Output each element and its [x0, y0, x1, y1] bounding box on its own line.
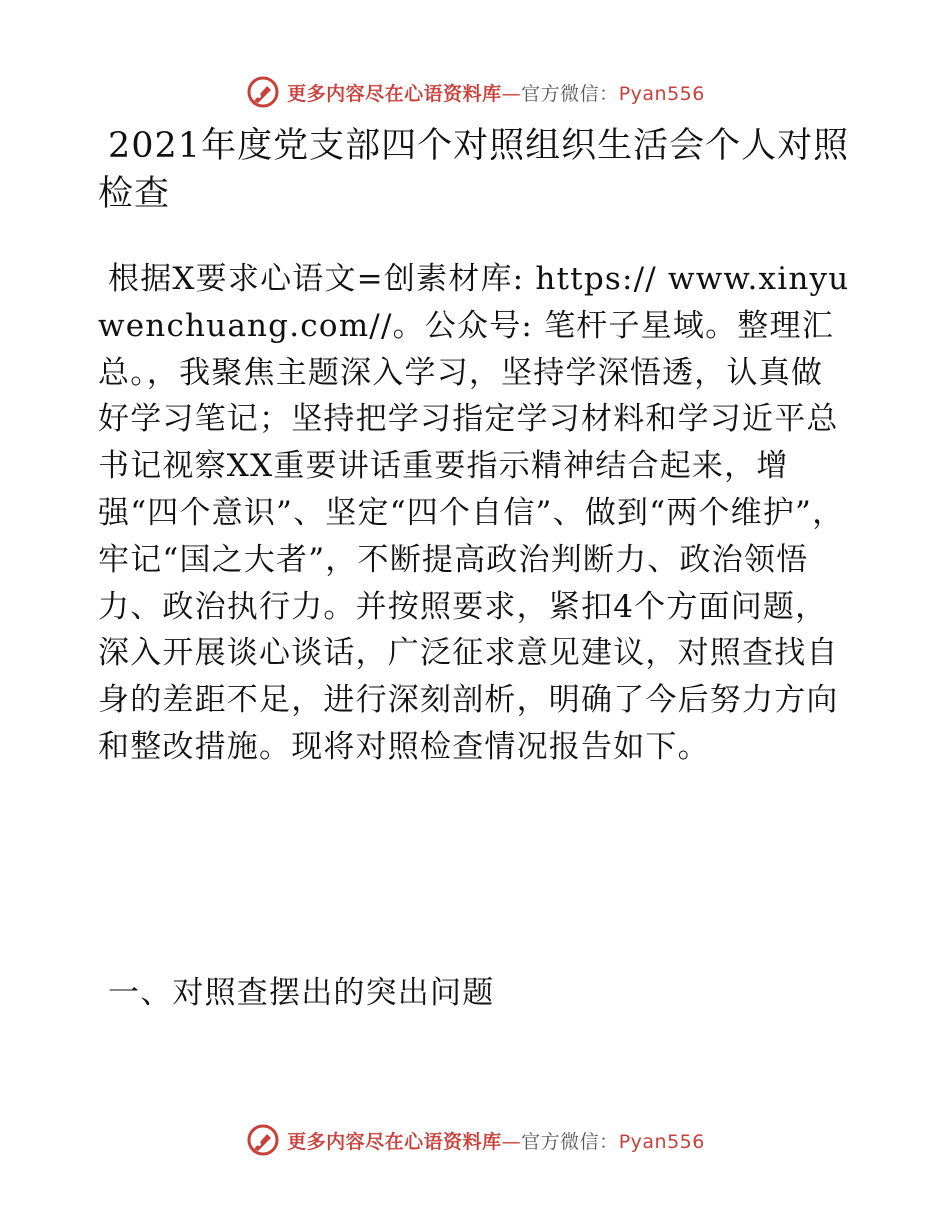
- header-banner: [0, 72, 950, 112]
- banner-wechat-label: 官方微信：: [521, 1130, 619, 1153]
- body-paragraph: 根据X要求心语文=创素材库: https:// www.xinyuwenchuang.com//。公众号: 笔杆子星域。整理汇总。，我聚焦主题深入学习，坚持学深悟透，认真做好学习笔记；坚持把学习指定学习材料和学习近平总书记视察XX重要讲话重要指示精神结合起来，增强“四个意识”、坚定“四个自信”、做到“两个维护”，牢记“国之大者”，不断提高政治判断力、政治领悟力、政治执行力。并按照要求，紧扣4个方面问题，深入开展谈心谈话，广泛征求意见建议，对照查找自身的差距不足，进行深刻剖析，明确了今后努力方向和整改措施。现将对照检查情况报告如下。: [98, 261, 850, 765]
- banner-wechat-id: Pyan556: [618, 1130, 705, 1153]
- banner-dash: —: [501, 82, 522, 105]
- pen-nib-logo-icon: [245, 1122, 281, 1158]
- pen-nib-logo-icon: [245, 74, 281, 110]
- banner-site-name: 更多内容尽在心语资料库: [287, 1130, 502, 1153]
- banner-dash: —: [501, 1130, 522, 1153]
- banner-site-name: 更多内容尽在心语资料库: [287, 82, 502, 105]
- section-heading: 一、对照查摆出的突出问题: [108, 975, 495, 1011]
- document-title: 2021年度党支部四个对照组织生活会个人对照检查: [98, 126, 850, 214]
- banner-wechat-id: Pyan556: [618, 82, 705, 105]
- banner-text: [287, 1127, 705, 1154]
- banner-text: [287, 79, 705, 106]
- banner-wechat-label: 官方微信：: [521, 82, 619, 105]
- footer-banner: [0, 1120, 950, 1160]
